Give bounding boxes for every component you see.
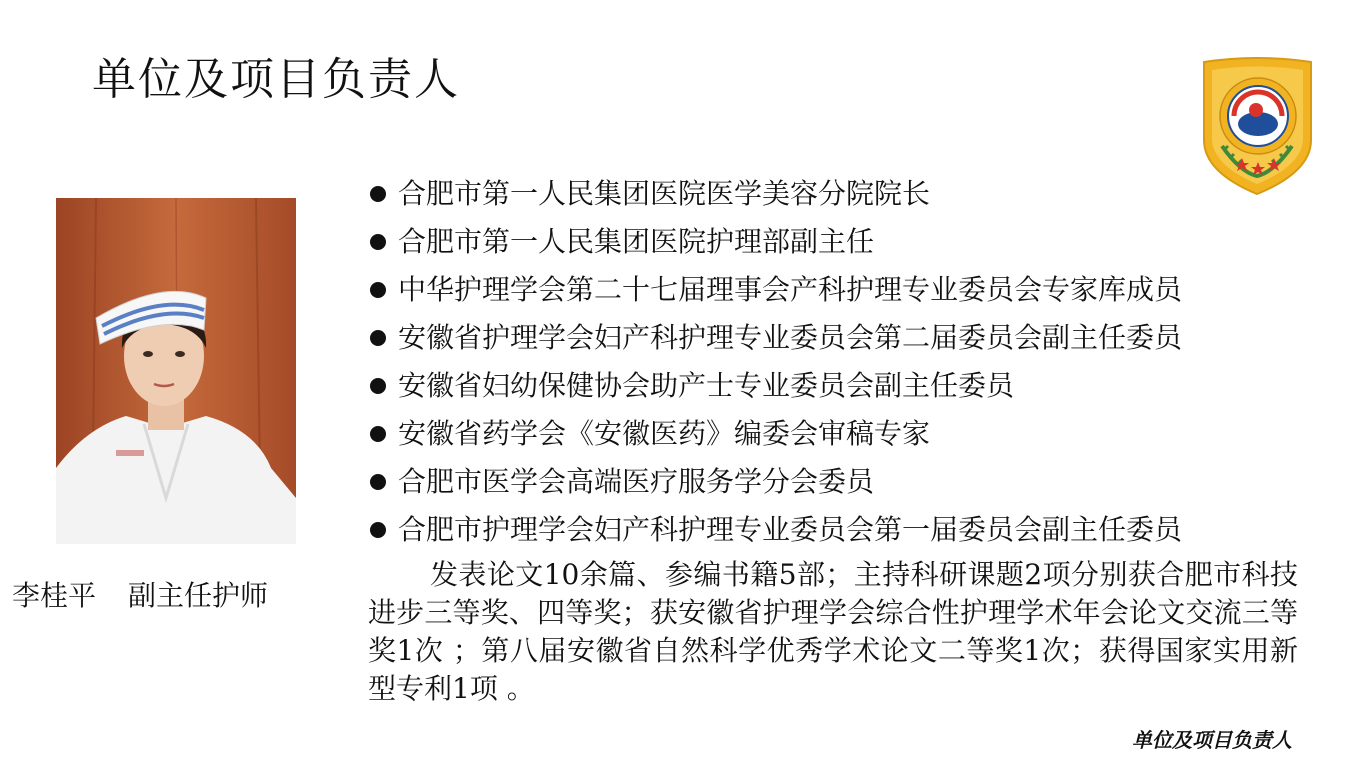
list-item-text: 合肥市第一人民集团医院护理部副主任 — [398, 225, 875, 258]
person-caption — [12, 576, 268, 616]
bullet-list — [368, 170, 1182, 554]
bullet-dot-icon — [370, 522, 386, 538]
list-item — [368, 410, 1182, 458]
list-item — [368, 218, 1182, 266]
portrait-photo — [56, 198, 296, 544]
list-item-text: 安徽省护理学会妇产科护理专业委员会第二届委员会副主任委员 — [398, 321, 1183, 354]
bullet-dot-icon — [370, 378, 386, 394]
list-item-text: 安徽省妇幼保健协会助产士专业委员会副主任委员 — [398, 369, 1015, 402]
footer-label: 单位及项目负责人 — [1132, 728, 1292, 752]
page-title: 单位及项目负责人 — [92, 54, 460, 105]
bullet-dot-icon — [370, 186, 386, 202]
shield-badge-icon — [1200, 54, 1315, 196]
list-item — [368, 362, 1182, 410]
bullet-dot-icon — [370, 474, 386, 490]
bullet-dot-icon — [370, 426, 386, 442]
list-item — [368, 314, 1182, 362]
list-item-text: 中华护理学会第二十七届理事会产科护理专业委员会专家库成员 — [398, 273, 1183, 306]
person-role: 副主任护师 — [128, 579, 269, 612]
list-item-text: 合肥市护理学会妇产科护理专业委员会第一届委员会副主任委员 — [398, 513, 1183, 546]
list-item — [368, 506, 1182, 554]
list-item-text: 合肥市第一人民集团医院医学美容分院院长 — [398, 177, 931, 210]
bullet-dot-icon — [370, 282, 386, 298]
person-name: 李桂平 — [12, 579, 97, 612]
list-item — [368, 458, 1182, 506]
list-item — [368, 266, 1182, 314]
list-item-text: 安徽省药学会《安徽医药》编委会审稿专家 — [398, 417, 931, 450]
bullet-dot-icon — [370, 234, 386, 250]
list-item — [368, 170, 1182, 218]
hospital-logo-icon — [1200, 54, 1315, 196]
achievements-paragraph: 发表论文10余篇、参编书籍5部；主持科研课题2项分别获合肥市科技进步三等奖、四等奖；获安徽省护理学会综合性护理学术年会论文交流三等奖1次 ；第八届安徽省自然科学优秀学术论文二等奖1次；获得国家实用新型专利1项 。 — [368, 558, 1298, 705]
list-item-text: 合肥市医学会高端医疗服务学分会委员 — [398, 465, 875, 498]
portrait-photo-icon — [56, 198, 296, 544]
bullet-dot-icon — [370, 330, 386, 346]
